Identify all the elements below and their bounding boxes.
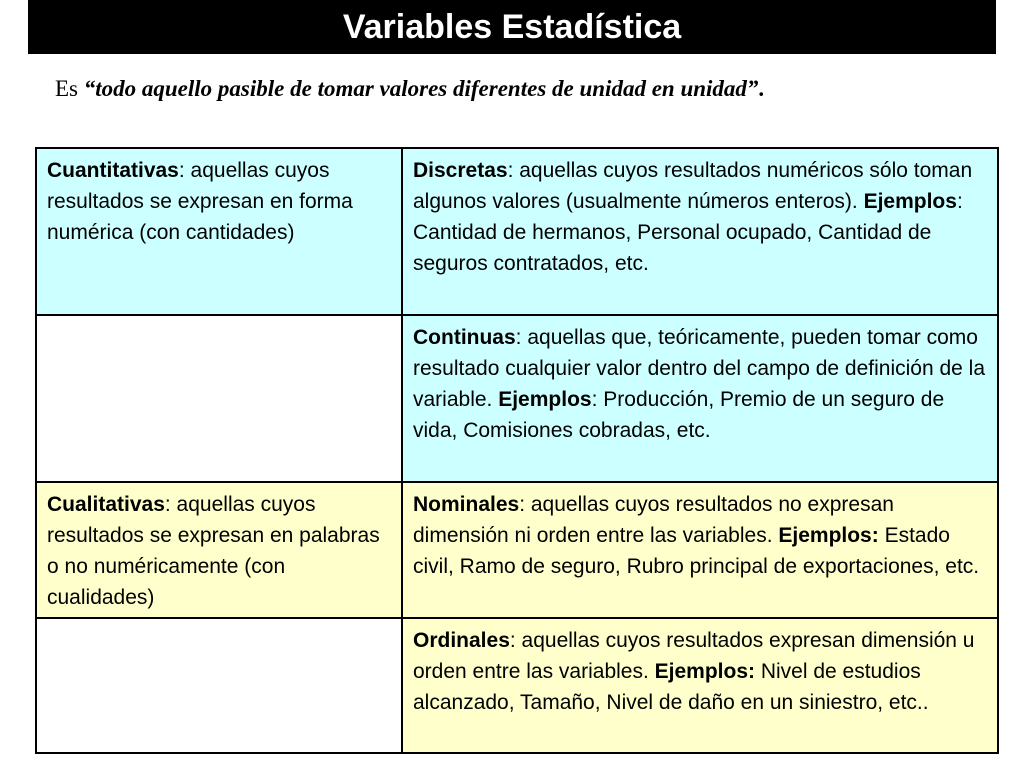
slide-title: Variables Estadística — [28, 0, 996, 54]
term-discretas: Discretas — [413, 159, 508, 182]
definition-prefix: Es — [55, 76, 84, 101]
cell-cuantitativas — [36, 148, 402, 315]
cell-ordinales — [402, 618, 998, 753]
examples-label-nominales: Ejemplos: — [778, 524, 879, 547]
cell-empty-2 — [36, 618, 402, 753]
examples-nominales: Estado civil, Ramo de seguro, Rubro principal de exportaciones, etc. — [413, 524, 980, 578]
definition-text — [55, 76, 995, 102]
term-cuantitativas: Cuantitativas — [47, 159, 179, 182]
examples-label-continuas: Ejemplos — [498, 388, 592, 411]
desc-cuantitativas: : aquellas cuyos resultados se expresan en forma numérica (con cantidades) — [47, 159, 353, 244]
table-row — [36, 618, 998, 753]
desc-cualitativas: : aquellas cuyos resultados se expresan en palabras o no numéricamente (con cualidades) — [47, 493, 380, 609]
cell-cualitativas — [36, 482, 402, 618]
desc-continuas: : aquellas que, teóricamente, pueden tomar como resultado cualquier valor dentro del campo de definición de la variable. — [413, 326, 986, 411]
cell-nominales — [402, 482, 998, 618]
term-nominales: Nominales — [413, 493, 520, 516]
examples-ordinales: Nivel de estudios alcanzado, Tamaño, Nivel de daño en un siniestro, etc.. — [413, 660, 929, 714]
term-cualitativas: Cualitativas — [47, 493, 165, 516]
definition-quote: “todo aquello pasible de tomar valores diferentes de unidad en unidad” — [83, 76, 759, 101]
cell-continuas — [402, 315, 998, 482]
table-row — [36, 315, 998, 482]
term-continuas: Continuas — [413, 326, 516, 349]
table-row — [36, 482, 998, 618]
desc-ordinales: : aquellas cuyos resultados expresan dimensión u orden entre las variables. — [413, 629, 975, 683]
term-ordinales: Ordinales — [413, 629, 510, 652]
examples-continuas: : Producción, Premio de un seguro de vida, Comisiones cobradas, etc. — [413, 388, 945, 442]
desc-discretas: : aquellas cuyos resultados numéricos sólo toman algunos valores (usualmente números enteros). — [413, 159, 973, 213]
variables-table — [35, 147, 999, 754]
examples-label-discretas: Ejemplos — [863, 190, 957, 213]
definition-end: . — [758, 76, 765, 101]
table-row — [36, 148, 998, 315]
desc-nominales: : aquellas cuyos resultados no expresan dimensión ni orden entre las variables. — [413, 493, 894, 547]
cell-discretas — [402, 148, 998, 315]
cell-empty-1 — [36, 315, 402, 482]
examples-discretas: : Cantidad de hermanos, Personal ocupado, Cantidad de seguros contratados, etc. — [413, 190, 963, 275]
examples-label-ordinales: Ejemplos: — [654, 660, 755, 683]
